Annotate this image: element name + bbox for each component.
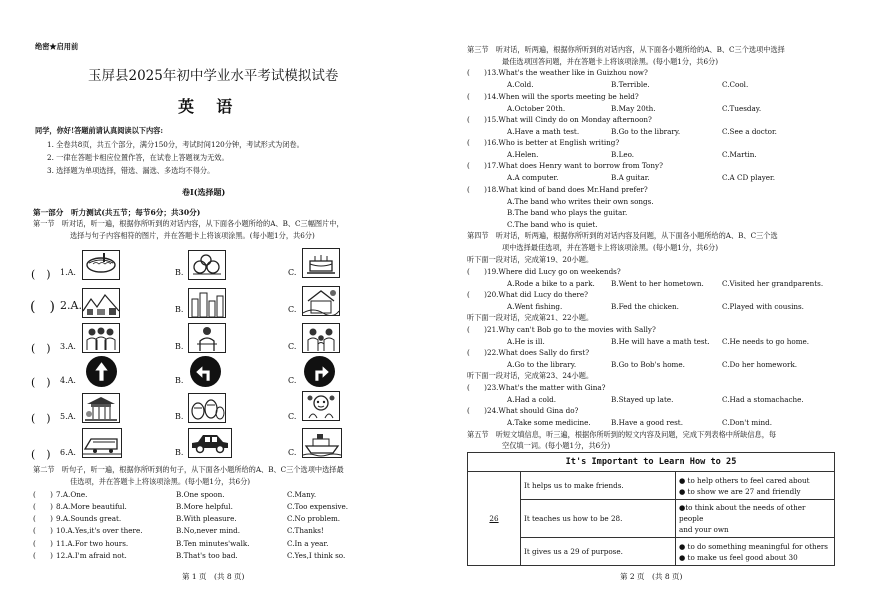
q9-option-a: 9.A.Sounds great. [56, 514, 122, 523]
q21-option-b: B.He will have a math test. [611, 337, 710, 346]
country-house-icon [302, 286, 340, 316]
table-row-2-detail-2: and your own [679, 525, 729, 534]
answer-paren: ( ) [467, 92, 487, 101]
page-footer: 第 2 页 (共 8 页) [620, 572, 683, 581]
q16-option-c: C.Martin. [722, 150, 757, 159]
page-footer: 第 1 页 (共 8 页) [182, 572, 245, 581]
q21-option-c: C.He needs to go home. [722, 337, 810, 346]
secret-label: 绝密★启用前 [35, 42, 79, 51]
q4-label: 4.A. [60, 376, 76, 385]
q16-option-b: B.Leo. [611, 150, 635, 159]
arrow-up-sign-icon [86, 356, 117, 387]
q18-question: 18.What kind of band does Mr.Hand prefer? [487, 185, 648, 194]
answer-paren: ( ) [31, 448, 51, 461]
section-3-instruction-1: 第三节 听对话，听两遍，根据你所听到的对话内容，从下面各小题所给的A、B、C三个选项中选择 [467, 45, 785, 54]
q4-option-b: B. [175, 376, 184, 385]
answer-paren: ( ) [467, 406, 487, 415]
q3-option-c: C. [288, 342, 297, 351]
q19-option-c: C.Visited her grandparents. [722, 279, 824, 288]
q8-paren: ( ) [33, 502, 53, 511]
answer-paren: ( ) [467, 68, 487, 77]
q7-option-c: C.Many. [287, 490, 317, 499]
q6-label: 6.A. [60, 448, 76, 457]
q20-option-c: C.Played with cousins. [722, 302, 804, 311]
q21-option-a: A.He is ill. [507, 337, 545, 346]
q13-option-a: A.Cold. [507, 80, 534, 89]
q15-option-a: A.Have a math test. [507, 127, 580, 136]
q18-option-a: A.The band who writes their own songs. [507, 197, 654, 206]
section-2-instruction-2: 佳选项，并在答题卡上将该项涂黑。(每小题1分，共6分) [70, 477, 251, 486]
answer-paren: ( ) [467, 348, 487, 357]
q1-option-c: C. [288, 268, 297, 277]
temple-icon [82, 393, 120, 423]
q4-option-c: C. [288, 376, 297, 385]
section-5-instruction-2: 空仅填一词。(每小题1分，共6分) [502, 441, 611, 450]
q2-option-c: C. [288, 305, 297, 314]
answer-paren: ( ) [30, 299, 55, 315]
q23-option-c: C.Had a stomachache. [722, 395, 804, 404]
table-row-3-detail [676, 538, 835, 566]
q12-paren: ( ) [33, 551, 53, 560]
section-4-instruction-2: 项中选择最佳选项，并在答题卡上将该项涂黑。(每小题1分，共6分) [502, 243, 719, 252]
family-icon [302, 323, 340, 353]
students-group-icon [82, 323, 120, 353]
q21-question: 21.Why can't Bob go to the movies with Sally? [487, 325, 656, 334]
table-row-2-detail [676, 500, 835, 538]
table-row-3-detail-2: ● to make us feel good about 30 [679, 552, 798, 562]
q18-option-c: C.The band who is quiet. [507, 220, 598, 229]
ship-icon [302, 428, 342, 458]
q2-label: 2.A. [60, 299, 82, 312]
q13-option-c: C.Cool. [722, 80, 749, 89]
q16-option-a: A.Helen. [507, 150, 539, 159]
q24-option-c: C.Don't mind. [722, 418, 773, 427]
answer-paren: ( ) [467, 290, 487, 299]
q17-option-c: C.A CD player. [722, 173, 775, 182]
q24-option-b: B.Have a good rest. [611, 418, 683, 427]
q14-option-c: C.Tuesday. [722, 104, 762, 113]
answer-paren: ( ) [31, 412, 51, 425]
q14-option-a: A.October 20th. [507, 104, 566, 113]
section-3-instruction-2: 最佳选项回答问题，并在答题卡上将该项涂黑。(每小题1分，共6分) [502, 57, 719, 66]
exam-page-2 [435, 0, 870, 615]
answer-paren: ( ) [31, 342, 51, 355]
notice-1: 1. 全卷共8页，共五个部分，满分150分，考试时间120分钟，考试形式为闭卷。 [47, 140, 304, 149]
section-2-instruction-1: 第二节 听句子，听一遍，根据你所听到的句子，从下面各小题所给的A、B、C三个选项中选择最 [33, 465, 344, 474]
notice-heading: 同学，你好!答题前请认真阅读以下内容: [35, 126, 163, 135]
q22-question: 22.What does Sally do first? [487, 348, 590, 357]
q20-question: 20.What did Lucy do there? [487, 290, 588, 299]
notice-2: 2. 一律在答题卡相应位置作答，在试卷上答题视为无效。 [47, 153, 229, 162]
q1-option-b: B. [175, 268, 184, 277]
q10-option-a: 10.A.Yes,it's over there. [56, 526, 143, 535]
q24-option-a: A.Take some medicine. [507, 418, 591, 427]
section-1-instruction-2: 选择与句子内容相符的图片，并在答题卡上将该项涂黑。(每小题1分，共6分) [70, 231, 315, 240]
q7-option-b: B.One spoon. [176, 490, 225, 499]
pastries-icon [188, 250, 226, 280]
section-5-instruction-1: 第五节 听短文填信息，听三遍，根据你所听到的短文内容及问题，完成下列表格中所缺信息，每 [467, 430, 777, 439]
section-4-sub-2: 听下面一段对话，完成第21、22小题。 [467, 313, 594, 322]
q12-option-b: B.That's too bad. [176, 551, 238, 560]
q23-option-b: B.Stayed up late. [611, 395, 674, 404]
q10-paren: ( ) [33, 526, 53, 535]
notice-3: 3. 选择题为单项选择，错选、漏选、多选均不得分。 [47, 166, 215, 175]
section-4-sub-3: 听下面一段对话，完成第23、24小题。 [467, 371, 594, 380]
q11-paren: ( ) [33, 539, 53, 548]
q6-option-c: C. [288, 448, 297, 457]
turn-left-sign-icon [190, 356, 221, 387]
turn-right-sign-icon [304, 356, 335, 387]
answer-paren: ( ) [467, 383, 487, 392]
section-4-sub-1: 听下面一段对话，完成第19、20小题。 [467, 255, 594, 264]
q19-question: 19.Where did Lucy go on weekends? [487, 267, 621, 276]
q20-option-a: A.Went fishing. [507, 302, 563, 311]
q13-question: 13.What's the weather like in Guizhou now? [487, 68, 648, 77]
section-1-instruction-1: 第一节 听对话，听一遍，根据你所听到的对话内容，从下面各小题所给的A、B、C三幅图片中， [33, 219, 344, 228]
q13-option-b: B.Terrible. [611, 80, 650, 89]
q19-option-a: A.Rode a bike to a park. [507, 279, 595, 288]
answer-paren: ( ) [467, 161, 487, 170]
q20-option-b: B.Fed the chicken. [611, 302, 679, 311]
q1-label: 1.A. [60, 268, 76, 277]
q8-option-a: 8.A.More beautiful. [56, 502, 127, 511]
q14-question: 14.When will the sports meeting be held? [487, 92, 639, 101]
table-row-1-detail [676, 472, 835, 500]
train-icon [82, 428, 122, 458]
answer-paren: ( ) [467, 267, 487, 276]
q8-option-b: B.More helpful. [176, 502, 233, 511]
q16-question: 16.Who is better at English writing? [487, 138, 620, 147]
table-row-1-detail-1: ● to help others to feel cared about [679, 475, 810, 485]
q15-option-b: B.Go to the library. [611, 127, 681, 136]
section-4-instruction-1: 第四节 听对话，听两遍，根据你所听到的对话内容及问题，从下面各小题所给的A、B、C三个选 [467, 231, 778, 240]
q23-question: 23.What's the matter with Gina? [487, 383, 606, 392]
volume-title: 卷Ⅰ(选择题) [182, 187, 226, 197]
q22-option-c: C.Do her homework. [722, 360, 798, 369]
q17-option-b: B.A guitar. [611, 173, 650, 182]
table-blank-26 [468, 472, 521, 566]
part-one-heading: 第一部分 听力测试(共五节；每节6分；共30分) [33, 208, 201, 217]
q12-option-c: C.Yes,I think so. [287, 551, 346, 560]
q15-question: 15.What will Cindy do on Monday afternoon? [487, 115, 652, 124]
answer-paren: ( ) [467, 138, 487, 147]
q17-question: 17.What does Henry want to borrow from Tony? [487, 161, 663, 170]
q11-option-c: C.In a year. [287, 539, 329, 548]
q14-option-b: B.May 20th. [611, 104, 656, 113]
answer-paren: ( ) [467, 115, 487, 124]
q18-option-b: B.The band who plays the guitar. [507, 208, 628, 217]
answer-paren: ( ) [467, 325, 487, 334]
q3-label: 3.A. [60, 342, 76, 351]
subject-title: 英 语 [178, 97, 233, 116]
table-row-2-detail-1: ●to think about the needs of other people [679, 503, 806, 523]
table-title: It's Important to Learn How to 25 [468, 453, 835, 472]
q6-option-b: B. [175, 448, 184, 457]
festival-mask-icon [302, 391, 340, 421]
q10-option-b: B.No,never mind. [176, 526, 241, 535]
q8-option-c: C.Too expensive. [287, 502, 349, 511]
q22-option-b: B.Go to Bob's home. [611, 360, 685, 369]
q5-option-b: B. [175, 412, 184, 421]
q3-option-b: B. [175, 342, 184, 351]
table-row-1-reason: It helps us to make friends. [521, 472, 676, 500]
fill-in-table [467, 452, 835, 566]
q5-option-c: C. [288, 412, 297, 421]
car-icon [188, 428, 232, 458]
q11-option-b: B.Ten minutes'walk. [176, 539, 250, 548]
teacher-icon [188, 323, 226, 353]
q23-option-a: A.Had a cold. [507, 395, 557, 404]
city-buildings-icon [188, 288, 226, 318]
q15-option-c: C.See a doctor. [722, 127, 777, 136]
q9-option-c: C.No problem. [287, 514, 341, 523]
q11-option-a: 11.A.For two hours. [56, 539, 129, 548]
answer-paren: ( ) [31, 268, 51, 281]
q19-option-b: B.Went to her hometown. [611, 279, 704, 288]
q9-option-b: B.With pleasure. [176, 514, 237, 523]
cake-icon [302, 248, 340, 278]
q22-option-a: A.Go to the library. [507, 360, 577, 369]
table-row-2-reason: It teaches us how to be 28. [521, 500, 676, 538]
q9-paren: ( ) [33, 514, 53, 523]
blank-26-number: 26 [489, 514, 499, 523]
table-row-1-detail-2: ● to show we are 27 and friendly [679, 486, 801, 496]
q2-option-b: B. [175, 305, 184, 314]
answer-paren: ( ) [467, 185, 487, 194]
exam-title: 玉屏县2025年初中学业水平考试模拟试卷 [88, 68, 339, 84]
table-row-3-reason: It gives us a 29 of purpose. [521, 538, 676, 566]
q5-label: 5.A. [60, 412, 76, 421]
q7-option-a: 7.A.One. [56, 490, 88, 499]
q24-question: 24.What should Gina do? [487, 406, 579, 415]
jars-icon [188, 393, 226, 423]
table-row-3-detail-1: ● to do something meaningful for others [679, 541, 829, 551]
q10-option-c: C.Thanks! [287, 526, 324, 535]
answer-paren: ( ) [31, 376, 51, 389]
noodle-bowl-icon [82, 250, 120, 280]
q17-option-a: A.A computer. [507, 173, 559, 182]
q12-option-a: 12.A.I'm afraid not. [56, 551, 127, 560]
q7-paren: ( ) [33, 490, 53, 499]
mountain-village-icon [82, 288, 120, 318]
